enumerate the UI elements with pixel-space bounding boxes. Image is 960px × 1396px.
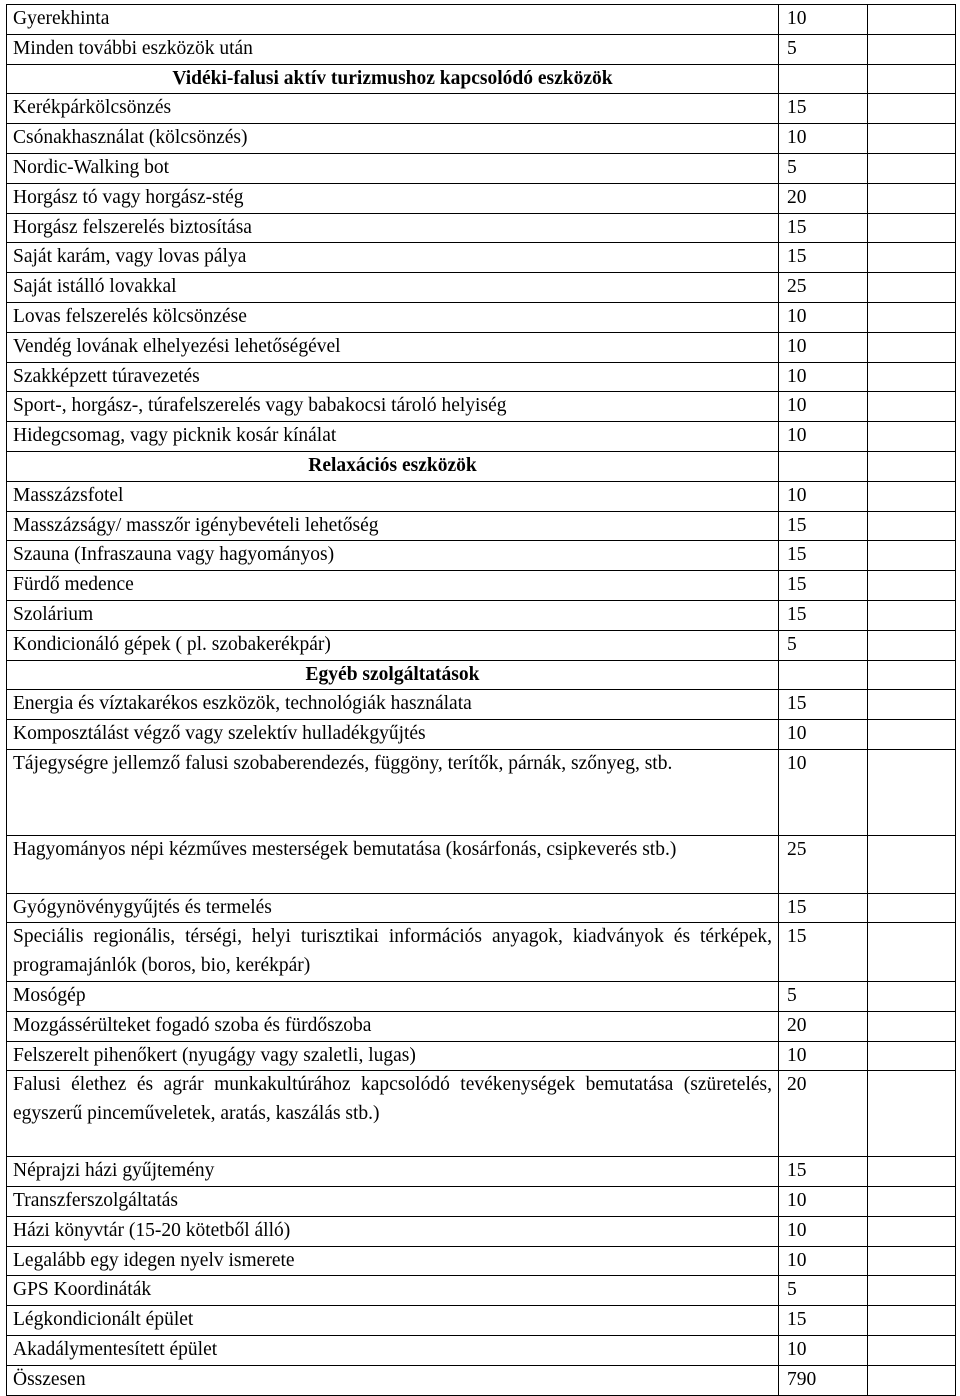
- section-header-row: [7, 451, 956, 481]
- empty-cell: [868, 34, 956, 64]
- empty-cell: [868, 1216, 956, 1246]
- item-points: 10: [779, 481, 868, 511]
- empty-cell: [868, 362, 956, 392]
- table-row: [7, 1157, 956, 1187]
- empty-cell: [868, 1306, 956, 1336]
- item-points: 15: [779, 511, 868, 541]
- empty-cell: [868, 835, 956, 893]
- empty-cell: [868, 1011, 956, 1041]
- empty-cell: [868, 1365, 956, 1395]
- table-row: [7, 1187, 956, 1217]
- item-label: Légkondicionált épület: [7, 1306, 779, 1336]
- table-row: [7, 1071, 956, 1157]
- item-points: 15: [779, 243, 868, 273]
- item-points: 10: [779, 1041, 868, 1071]
- table-row: [7, 124, 956, 154]
- item-points: 15: [779, 213, 868, 243]
- item-points: 20: [779, 1071, 868, 1157]
- empty-cell: [868, 273, 956, 303]
- item-points: 10: [779, 422, 868, 452]
- empty-cell: [868, 481, 956, 511]
- section-header-row: [7, 64, 956, 94]
- item-label: Transzferszolgáltatás: [7, 1187, 779, 1217]
- item-points: [779, 660, 868, 690]
- item-label: Csónakhasználat (kölcsönzés): [7, 124, 779, 154]
- empty-cell: [868, 124, 956, 154]
- table-row: [7, 630, 956, 660]
- scoring-table-body: [7, 5, 956, 1396]
- item-label: Nordic-Walking bot: [7, 153, 779, 183]
- empty-cell: [868, 720, 956, 750]
- empty-cell: [868, 243, 956, 273]
- item-points: 15: [779, 94, 868, 124]
- empty-cell: [868, 153, 956, 183]
- empty-cell: [868, 64, 956, 94]
- item-label: Kerékpárkölcsönzés: [7, 94, 779, 124]
- empty-cell: [868, 690, 956, 720]
- item-points: 10: [779, 1216, 868, 1246]
- empty-cell: [868, 571, 956, 601]
- item-points: 10: [779, 1187, 868, 1217]
- empty-cell: [868, 1187, 956, 1217]
- item-label: Komposztálást végző vagy szelektív hulladékgyűjtés: [7, 720, 779, 750]
- empty-cell: [868, 1157, 956, 1187]
- table-row: [7, 392, 956, 422]
- item-label: Szauna (Infraszauna vagy hagyományos): [7, 541, 779, 571]
- item-points: 15: [779, 1306, 868, 1336]
- table-row: [7, 511, 956, 541]
- empty-cell: [868, 541, 956, 571]
- table-row: [7, 1276, 956, 1306]
- table-row: [7, 893, 956, 923]
- table-row: [7, 5, 956, 35]
- item-points: 10: [779, 124, 868, 154]
- item-points: 15: [779, 893, 868, 923]
- item-label: Minden további eszközök után: [7, 34, 779, 64]
- item-points: 5: [779, 981, 868, 1011]
- empty-cell: [868, 392, 956, 422]
- item-label: GPS Koordináták: [7, 1276, 779, 1306]
- item-points: 25: [779, 273, 868, 303]
- section-title: Relaxációs eszközök: [7, 451, 779, 481]
- table-row: [7, 302, 956, 332]
- item-points: 20: [779, 183, 868, 213]
- empty-cell: [868, 1276, 956, 1306]
- table-row: [7, 835, 956, 893]
- item-label: Masszázsfotel: [7, 481, 779, 511]
- table-row: [7, 273, 956, 303]
- item-label: Sport-, horgász-, túrafelszerelés vagy babakocsi tároló helyiség: [7, 392, 779, 422]
- empty-cell: [868, 660, 956, 690]
- empty-cell: [868, 923, 956, 982]
- item-points: 15: [779, 923, 868, 982]
- item-label: Fürdő medence: [7, 571, 779, 601]
- section-title: Egyéb szolgáltatások: [7, 660, 779, 690]
- table-row: [7, 153, 956, 183]
- item-label: Vendég lovának elhelyezési lehetőségével: [7, 332, 779, 362]
- item-label: Masszázságy/ masszőr igénybevételi lehetőség: [7, 511, 779, 541]
- table-row: [7, 690, 956, 720]
- empty-cell: [868, 183, 956, 213]
- table-row: [7, 362, 956, 392]
- table-row: [7, 1306, 956, 1336]
- table-row: [7, 213, 956, 243]
- item-label: Akadálymentesített épület: [7, 1336, 779, 1366]
- item-points: 10: [779, 302, 868, 332]
- item-points: 15: [779, 690, 868, 720]
- item-label: Hidegcsomag, vagy picknik kosár kínálat: [7, 422, 779, 452]
- table-row: [7, 1336, 956, 1366]
- table-row: [7, 1246, 956, 1276]
- empty-cell: [868, 332, 956, 362]
- item-label: Tájegységre jellemző falusi szobaberendezés, függöny, terítők, párnák, szőnyeg, stb.: [7, 749, 779, 835]
- item-label: Hagyományos népi kézműves mesterségek bemutatása (kosárfonás, csipkeverés stb.): [7, 835, 779, 893]
- item-label: Saját karám, vagy lovas pálya: [7, 243, 779, 273]
- empty-cell: [868, 5, 956, 35]
- item-points: 5: [779, 630, 868, 660]
- item-points: 10: [779, 392, 868, 422]
- item-label: Házi könyvtár (15-20 kötetből álló): [7, 1216, 779, 1246]
- item-label: Mozgássérülteket fogadó szoba és fürdőszoba: [7, 1011, 779, 1041]
- item-points: 10: [779, 362, 868, 392]
- empty-cell: [868, 422, 956, 452]
- section-title: Vidéki-falusi aktív turizmushoz kapcsolódó eszközök: [7, 64, 779, 94]
- table-row: [7, 981, 956, 1011]
- empty-cell: [868, 600, 956, 630]
- empty-cell: [868, 630, 956, 660]
- item-points: 5: [779, 153, 868, 183]
- item-label: Saját istálló lovakkal: [7, 273, 779, 303]
- empty-cell: [868, 981, 956, 1011]
- empty-cell: [868, 451, 956, 481]
- item-points: 15: [779, 541, 868, 571]
- table-row: [7, 923, 956, 982]
- item-points: 10: [779, 1336, 868, 1366]
- total-row: [7, 1365, 956, 1395]
- empty-cell: [868, 1336, 956, 1366]
- item-label: Gyógynövénygyűjtés és termelés: [7, 893, 779, 923]
- table-row: [7, 571, 956, 601]
- table-row: [7, 720, 956, 750]
- item-points: 15: [779, 1157, 868, 1187]
- table-row: [7, 183, 956, 213]
- item-label: Mosógép: [7, 981, 779, 1011]
- table-row: [7, 422, 956, 452]
- item-points: 10: [779, 332, 868, 362]
- item-points: [779, 451, 868, 481]
- item-points: 20: [779, 1011, 868, 1041]
- empty-cell: [868, 511, 956, 541]
- item-label: Szolárium: [7, 600, 779, 630]
- item-label: Néprajzi házi gyűjtemény: [7, 1157, 779, 1187]
- item-points: 15: [779, 600, 868, 630]
- item-label: Energia és víztakarékos eszközök, technológiák használata: [7, 690, 779, 720]
- table-row: [7, 1041, 956, 1071]
- item-label: Felszerelt pihenőkert (nyugágy vagy szaletli, lugas): [7, 1041, 779, 1071]
- item-points: 25: [779, 835, 868, 893]
- empty-cell: [868, 94, 956, 124]
- table-row: [7, 749, 956, 835]
- empty-cell: [868, 302, 956, 332]
- table-row: [7, 34, 956, 64]
- item-points: 10: [779, 749, 868, 835]
- item-points: 5: [779, 34, 868, 64]
- item-points: 10: [779, 720, 868, 750]
- item-label: Kondicionáló gépek ( pl. szobakerékpár): [7, 630, 779, 660]
- empty-cell: [868, 893, 956, 923]
- item-points: 10: [779, 5, 868, 35]
- empty-cell: [868, 1041, 956, 1071]
- item-label: Lovas felszerelés kölcsönzése: [7, 302, 779, 332]
- item-label: Szakképzett túravezetés: [7, 362, 779, 392]
- item-points: [779, 64, 868, 94]
- empty-cell: [868, 749, 956, 835]
- item-points: 5: [779, 1276, 868, 1306]
- item-label: Összesen: [7, 1365, 779, 1395]
- item-label: Horgász felszerelés biztosítása: [7, 213, 779, 243]
- item-points: 790: [779, 1365, 868, 1395]
- table-row: [7, 481, 956, 511]
- table-row: [7, 541, 956, 571]
- empty-cell: [868, 1246, 956, 1276]
- item-label: Gyerekhinta: [7, 5, 779, 35]
- table-row: [7, 600, 956, 630]
- empty-cell: [868, 1071, 956, 1157]
- scoring-table: [6, 4, 956, 1396]
- item-points: 15: [779, 571, 868, 601]
- item-label: Speciális regionális, térségi, helyi turisztikai információs anyagok, kiadványok és térképek, programajánlók (boros, bio, kerékpár): [7, 923, 779, 982]
- empty-cell: [868, 213, 956, 243]
- item-label: Horgász tó vagy horgász-stég: [7, 183, 779, 213]
- table-row: [7, 332, 956, 362]
- item-label: Falusi élethez és agrár munkakultúrához kapcsolódó tevékenységek bemutatása (szüretelés, egyszerű pinceműveletek, aratás, kaszálás stb.): [7, 1071, 779, 1157]
- table-row: [7, 1216, 956, 1246]
- item-label: Legalább egy idegen nyelv ismerete: [7, 1246, 779, 1276]
- section-header-row: [7, 660, 956, 690]
- table-row: [7, 243, 956, 273]
- table-row: [7, 1011, 956, 1041]
- item-points: 10: [779, 1246, 868, 1276]
- table-row: [7, 94, 956, 124]
